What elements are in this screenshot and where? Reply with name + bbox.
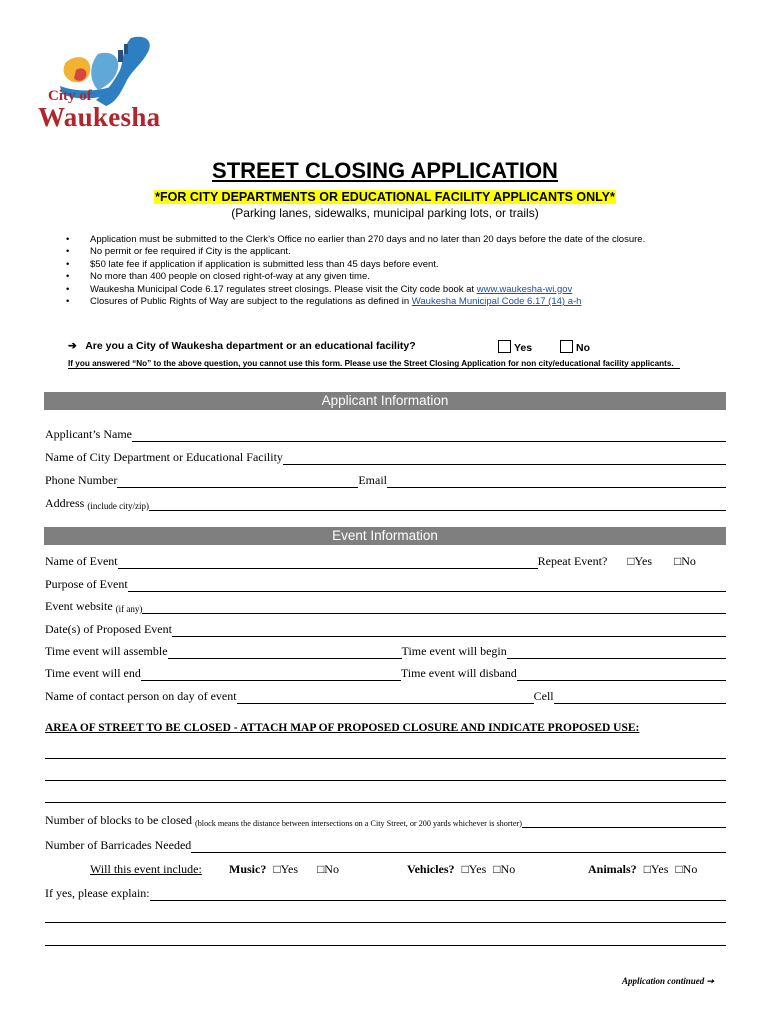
- logo-line-2: Waukesha: [38, 102, 161, 132]
- phone-field[interactable]: [117, 475, 358, 488]
- question-text: Are you a City of Waukesha department or an educational facility?: [85, 340, 416, 352]
- requirement-item: • $50 late fee if application if application is submitted less than 45 days before event.: [66, 258, 439, 270]
- requirement-item: • Waukesha Municipal Code 6.17 regulates street closings. Please visit the City code book at www.waukesha-wi.gov: [66, 283, 573, 295]
- requirement-item: • Application must be submitted to the Clerk’s Office no earlier than 270 days and no later than 20 days before the date of the closure.: [66, 234, 646, 245]
- eligibility-no-option[interactable]: No: [560, 340, 590, 354]
- event-section-header: Event Information: [44, 527, 726, 545]
- repeat-no-option[interactable]: □No: [674, 554, 696, 568]
- logo-line-1: City of: [48, 88, 92, 104]
- event-name-field[interactable]: [118, 556, 538, 569]
- form-subtitle: *FOR CITY DEPARTMENTS OR EDUCATIONAL FACILITY APPLICANTS ONLY*: [155, 190, 615, 204]
- area-line[interactable]: [45, 802, 726, 803]
- form-scope-note: (Parking lanes, sidewalks, municipal parking lots, or trails): [231, 206, 539, 220]
- contact-name-field[interactable]: [237, 691, 534, 704]
- explain-line[interactable]: [45, 945, 726, 946]
- end-disband-row: Time event will end Time event will disband: [45, 665, 726, 681]
- repeat-yes-option[interactable]: □Yes: [627, 554, 652, 568]
- address-field[interactable]: Address (include city/zip): [45, 495, 726, 511]
- animals-yes-option[interactable]: □Yes: [643, 862, 669, 876]
- municipal-code-link[interactable]: Waukesha Municipal Code 6.17 (14) a-h: [411, 295, 582, 307]
- vehicles-no-option[interactable]: □No: [493, 862, 516, 876]
- explain-line[interactable]: [45, 922, 726, 923]
- animals-no-option[interactable]: □No: [675, 862, 698, 876]
- begin-time-field[interactable]: [507, 646, 726, 659]
- phone-email-row: Phone Number Email: [45, 472, 726, 488]
- music-yes-option[interactable]: □Yes: [273, 862, 299, 876]
- contact-row: Name of contact person on day of event Cell: [45, 688, 726, 704]
- requirements-list: [62, 234, 645, 308]
- assemble-time-field[interactable]: [168, 646, 402, 659]
- include-label: Will this event include:: [90, 862, 202, 876]
- area-line[interactable]: [45, 758, 726, 759]
- blocks-field[interactable]: Number of blocks to be closed (block means the distance between intersections on a City Street, or 200 yards whichever is shorter): [45, 812, 726, 828]
- area-line[interactable]: [45, 780, 726, 781]
- event-website-field[interactable]: Event website (if any): [45, 598, 726, 614]
- email-field[interactable]: [387, 475, 726, 488]
- eligibility-question: [68, 340, 416, 352]
- continued-note: Application continued ➙: [622, 976, 715, 986]
- event-purpose-field[interactable]: Purpose of Event: [45, 576, 726, 592]
- area-heading: AREA OF STREET TO BE CLOSED - ATTACH MAP OF PROPOSED CLOSURE AND INDICATE PROPOSED USE:: [45, 722, 640, 734]
- event-dates-field[interactable]: Date(s) of Proposed Event: [45, 621, 726, 637]
- assemble-begin-row: Time event will assemble Time event will begin: [45, 643, 726, 659]
- requirement-item: • No more than 400 people on closed right-of-way at any given time.: [66, 271, 370, 283]
- arrow-icon: ➔: [68, 340, 77, 352]
- disband-time-field[interactable]: [517, 668, 726, 681]
- vehicles-yes-option[interactable]: □Yes: [461, 862, 487, 876]
- checkbox-icon[interactable]: [498, 340, 511, 353]
- city-website-link[interactable]: www.waukesha-wi.gov: [476, 283, 573, 295]
- music-question: Music? □Yes □No: [229, 862, 339, 876]
- music-no-option[interactable]: □No: [317, 862, 339, 876]
- end-time-field[interactable]: [141, 668, 401, 681]
- event-name-row: Name of Event Repeat Event? □Yes □No: [45, 554, 696, 568]
- barricades-field[interactable]: Number of Barricades Needed: [45, 837, 726, 853]
- explain-field[interactable]: If yes, please explain:: [45, 885, 726, 901]
- requirement-item: • No permit or fee required if City is the applicant.: [66, 246, 291, 258]
- form-title: STREET CLOSING APPLICATION: [212, 158, 558, 183]
- eligibility-note: If you answered “No” to the above question, you cannot use this form. Please use the Street Closing Application for non city/educational facility applicants.: [68, 359, 680, 369]
- checkbox-icon[interactable]: [560, 340, 573, 353]
- applicant-name-field[interactable]: Applicant’s Name: [45, 426, 726, 442]
- vehicles-question: Vehicles? □Yes □No: [407, 862, 516, 876]
- applicant-section-header: Applicant Information: [44, 392, 726, 410]
- eligibility-yes-option[interactable]: Yes: [498, 340, 532, 354]
- cell-field[interactable]: [554, 691, 726, 704]
- department-name-field[interactable]: Name of City Department or Educational Facility: [45, 449, 726, 465]
- animals-question: Animals? □Yes □No: [588, 862, 698, 876]
- requirement-item: • Closures of Public Rights of Way are subject to the regulations as defined in Waukesha Municipal Code 6.17 (14) a-h: [66, 295, 582, 307]
